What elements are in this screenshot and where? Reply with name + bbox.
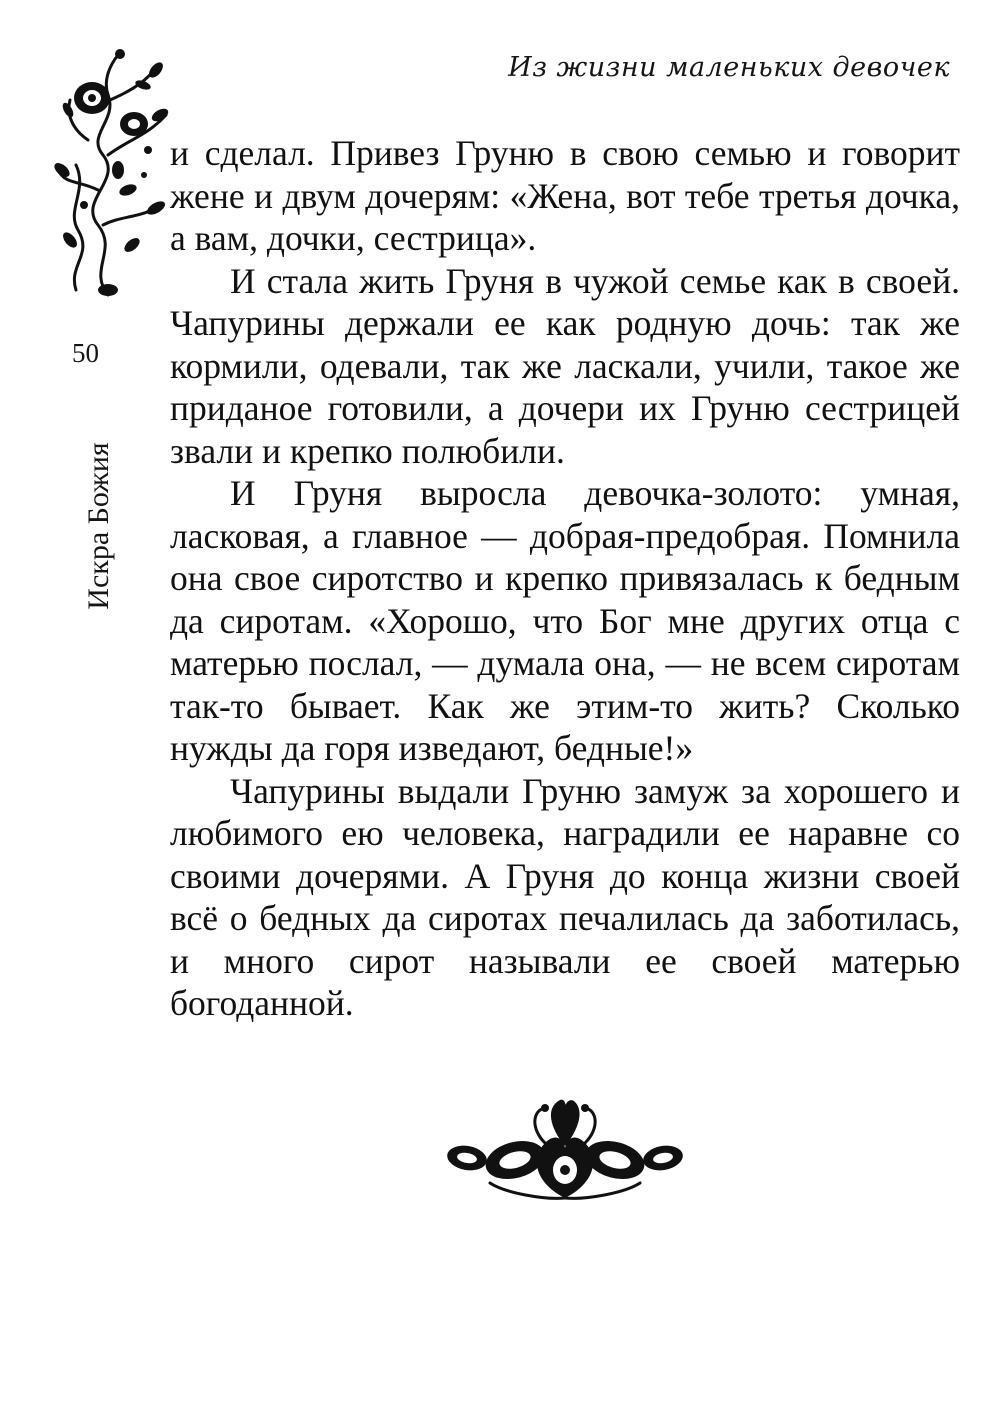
- floral-vine-icon: [48, 40, 176, 300]
- running-head: Из жизни маленьких девочек: [508, 52, 950, 83]
- paragraph: И стала жить Груня в чужой семье как в своей. Чапурины держали ее как родную дочь: так же кормили, одевали, так же ласкали, учили, такое же приданое готовили, а дочери их Груню сестрицей звали и крепко полюбили.: [170, 260, 960, 471]
- paragraph: и сделал. Привез Груню в свою семью и говорит жене и двум дочерям: «Жена, вот тебе третья дочка, а вам, дочки, сестрица».: [170, 133, 960, 258]
- paragraph: И Груня выросла девочка-золото: умная, ласковая, а главное — добрая-предобрая. Помнила она свое сиротство и крепко привязалась к бедным да сиротам. «Хорошо, что Бог мне других отца с матерью послал, — думала она, — не всем сиротам так-то бывает. Как же этим-то жить? Сколько нужды да горя изведают, бедные!»: [170, 473, 960, 768]
- book-title-vertical: Искра Божия: [82, 442, 115, 610]
- floral-tailpiece-icon: [445, 1088, 685, 1208]
- paragraph: Чапурины выдали Груню замуж за хорошего и любимого ею человека, наградили ее наравне со своими дочерями. А Груня до конца жизни своей всё о бедных да сиротах печалилась да заботилась, и много сирот называли ее своей матерью богоданной.: [170, 770, 960, 1023]
- page-number: 50: [72, 338, 99, 368]
- body-text: [170, 132, 960, 1025]
